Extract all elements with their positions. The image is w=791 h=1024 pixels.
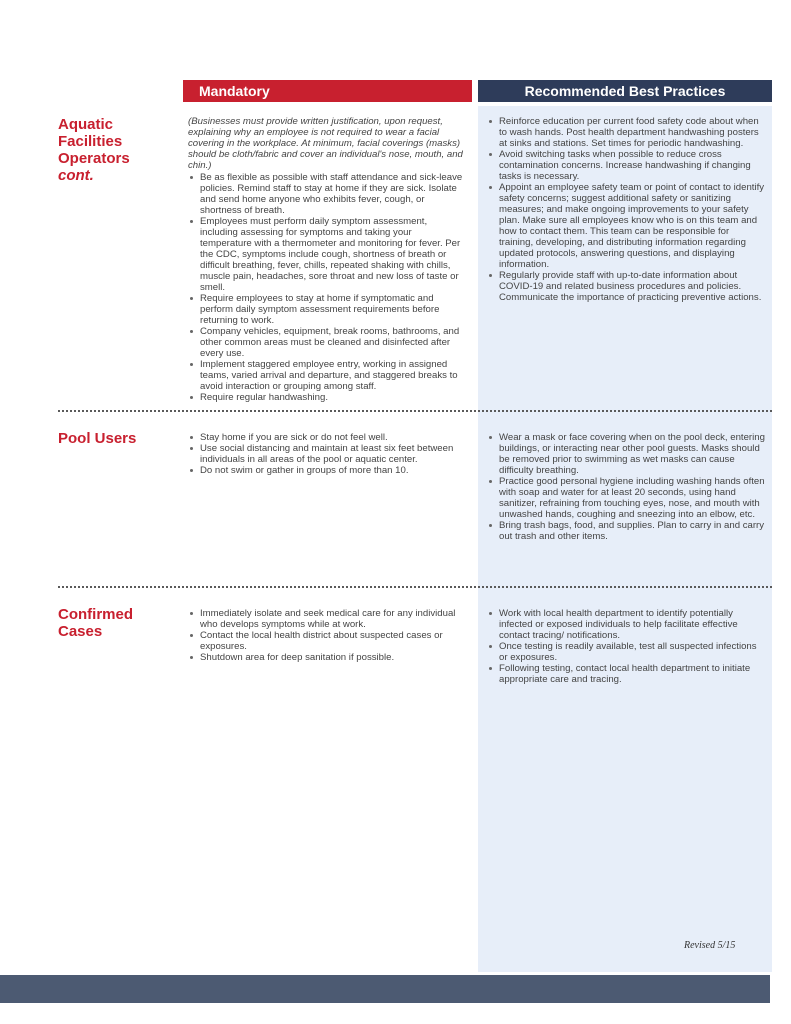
list-item: Shutdown area for deep sanitation if possible. (188, 652, 466, 663)
list-item: Once testing is readily available, test all suspected infections or exposures. (487, 641, 765, 663)
section-title-line: Confirmed (58, 606, 133, 623)
confirmed-cases-mandatory-list (188, 608, 466, 663)
list-item: Company vehicles, equipment, break rooms, bathrooms, and other common areas must be cleaned and disinfected after every use. (188, 326, 466, 359)
list-item: Avoid switching tasks when possible to reduce cross contamination concerns. Increase handwashing if changing tasks is necessary. (487, 149, 765, 182)
aquatic-mandatory-list (188, 172, 466, 403)
aquatic-mandatory-column (188, 116, 466, 403)
aquatic-recommended-list (487, 116, 765, 303)
list-item: Following testing, contact local health department to initiate appropriate care and tracing. (487, 663, 765, 685)
section-title-cont: cont. (58, 167, 94, 184)
list-item: Practice good personal hygiene including washing hands often with soap and water for at least 20 seconds, using hand sanitizer, refraining from touching eyes, nose, and mouth with unwashed hands, coughing and sneezing into an elbow, etc. (487, 476, 765, 520)
list-item: Reinforce education per current food safety code about when to wash hands. Post health department handwashing posters at sinks and stations. Set times for periodic handwashing. (487, 116, 765, 149)
confirmed-cases-recommended-list (487, 608, 765, 685)
revision-note: Revised 5/15 (684, 940, 736, 951)
section-title-line: Operators (58, 150, 130, 167)
list-item: Employees must perform daily symptom assessment, including assessing for symptoms and taking your temperature with a thermometer and monitoring for fever. Per the CDC, symptoms include cough, shortness of breath or difficult breathing, fever, chills, repeated shaking with chills, muscle pain, headaches, sore throat and new loss of taste or smell. (188, 216, 466, 293)
pool-users-recommended-list (487, 432, 765, 542)
section-title-pool-users (58, 430, 173, 447)
list-item: Require employees to stay at home if symptomatic and perform daily symptom assessment requirements before returning to work. (188, 293, 466, 326)
list-item: Immediately isolate and seek medical care for any individual who develops symptoms while at work. (188, 608, 466, 630)
list-item: Be as flexible as possible with staff attendance and sick-leave policies. Remind staff to stay at home if they are sick. Isolate and send home anyone who exhibits fever, cough, or shortness of breath. (188, 172, 466, 216)
list-item: Wear a mask or face covering when on the pool deck, entering buildings, or interacting near other pool guests. Masks should be removed prior to swimming as wet masks can cause difficulty breathing. (487, 432, 765, 476)
section-title-line: Pool Users (58, 430, 137, 447)
recommended-header: Recommended Best Practices (478, 80, 772, 102)
pool-users-mandatory-list (188, 432, 466, 476)
confirmed-cases-mandatory-column (188, 608, 466, 663)
pool-users-recommended-column (487, 432, 765, 542)
section-title-aquatic-facilities-operators (58, 116, 173, 184)
section-title-line: Facilities (58, 133, 123, 150)
section-title-line: Aquatic (58, 116, 114, 133)
list-item: Bring trash bags, food, and supplies. Plan to carry in and carry out trash and other items. (487, 520, 765, 542)
section-title-confirmed-cases (58, 606, 173, 640)
section-title-line: Cases (58, 623, 103, 640)
pool-users-mandatory-column (188, 432, 466, 476)
list-item: Use social distancing and maintain at least six feet between individuals in all areas of the pool or aquatic center. (188, 443, 466, 465)
list-item: Work with local health department to identify potentially infected or exposed individuals to help facilitate effective contact tracing/ notifications. (487, 608, 765, 641)
section-divider (58, 586, 772, 588)
list-item: Regularly provide staff with up-to-date information about COVID-19 and related business procedures and policies. Communicate the importance of practicing preventive actions. (487, 270, 765, 303)
list-item: Contact the local health district about suspected cases or exposures. (188, 630, 466, 652)
list-item: Implement staggered employee entry, working in assigned teams, varied arrival and departure, and staggered breaks to avoid interaction or grouping among staff. (188, 359, 466, 392)
mandatory-header: Mandatory (183, 80, 472, 102)
confirmed-cases-recommended-column (487, 608, 765, 685)
list-item: Do not swim or gather in groups of more than 10. (188, 465, 466, 476)
footer-bar (0, 975, 770, 1003)
list-item: Require regular handwashing. (188, 392, 466, 403)
mandatory-intro-note: (Businesses must provide written justification, upon request, explaining why an employee is not required to wear a facial covering in the workplace. At minimum, facial coverings (masks) should be cloth/fabric and cover an individual's nose, mouth, and chin.) (188, 116, 463, 171)
list-item: Stay home if you are sick or do not feel well. (188, 432, 466, 443)
list-item: Appoint an employee safety team or point of contact to identify safety concerns; suggest additional safety or sanitizing measures; and make ongoing improvements to your safety plan. Make sure all employees know who is on this team and how to contact them. This team can be responsible for training, developing, and distributing information regarding updated protocols, answering questions, and displaying information. (487, 182, 765, 270)
section-divider (58, 410, 772, 412)
aquatic-recommended-column (487, 116, 765, 303)
